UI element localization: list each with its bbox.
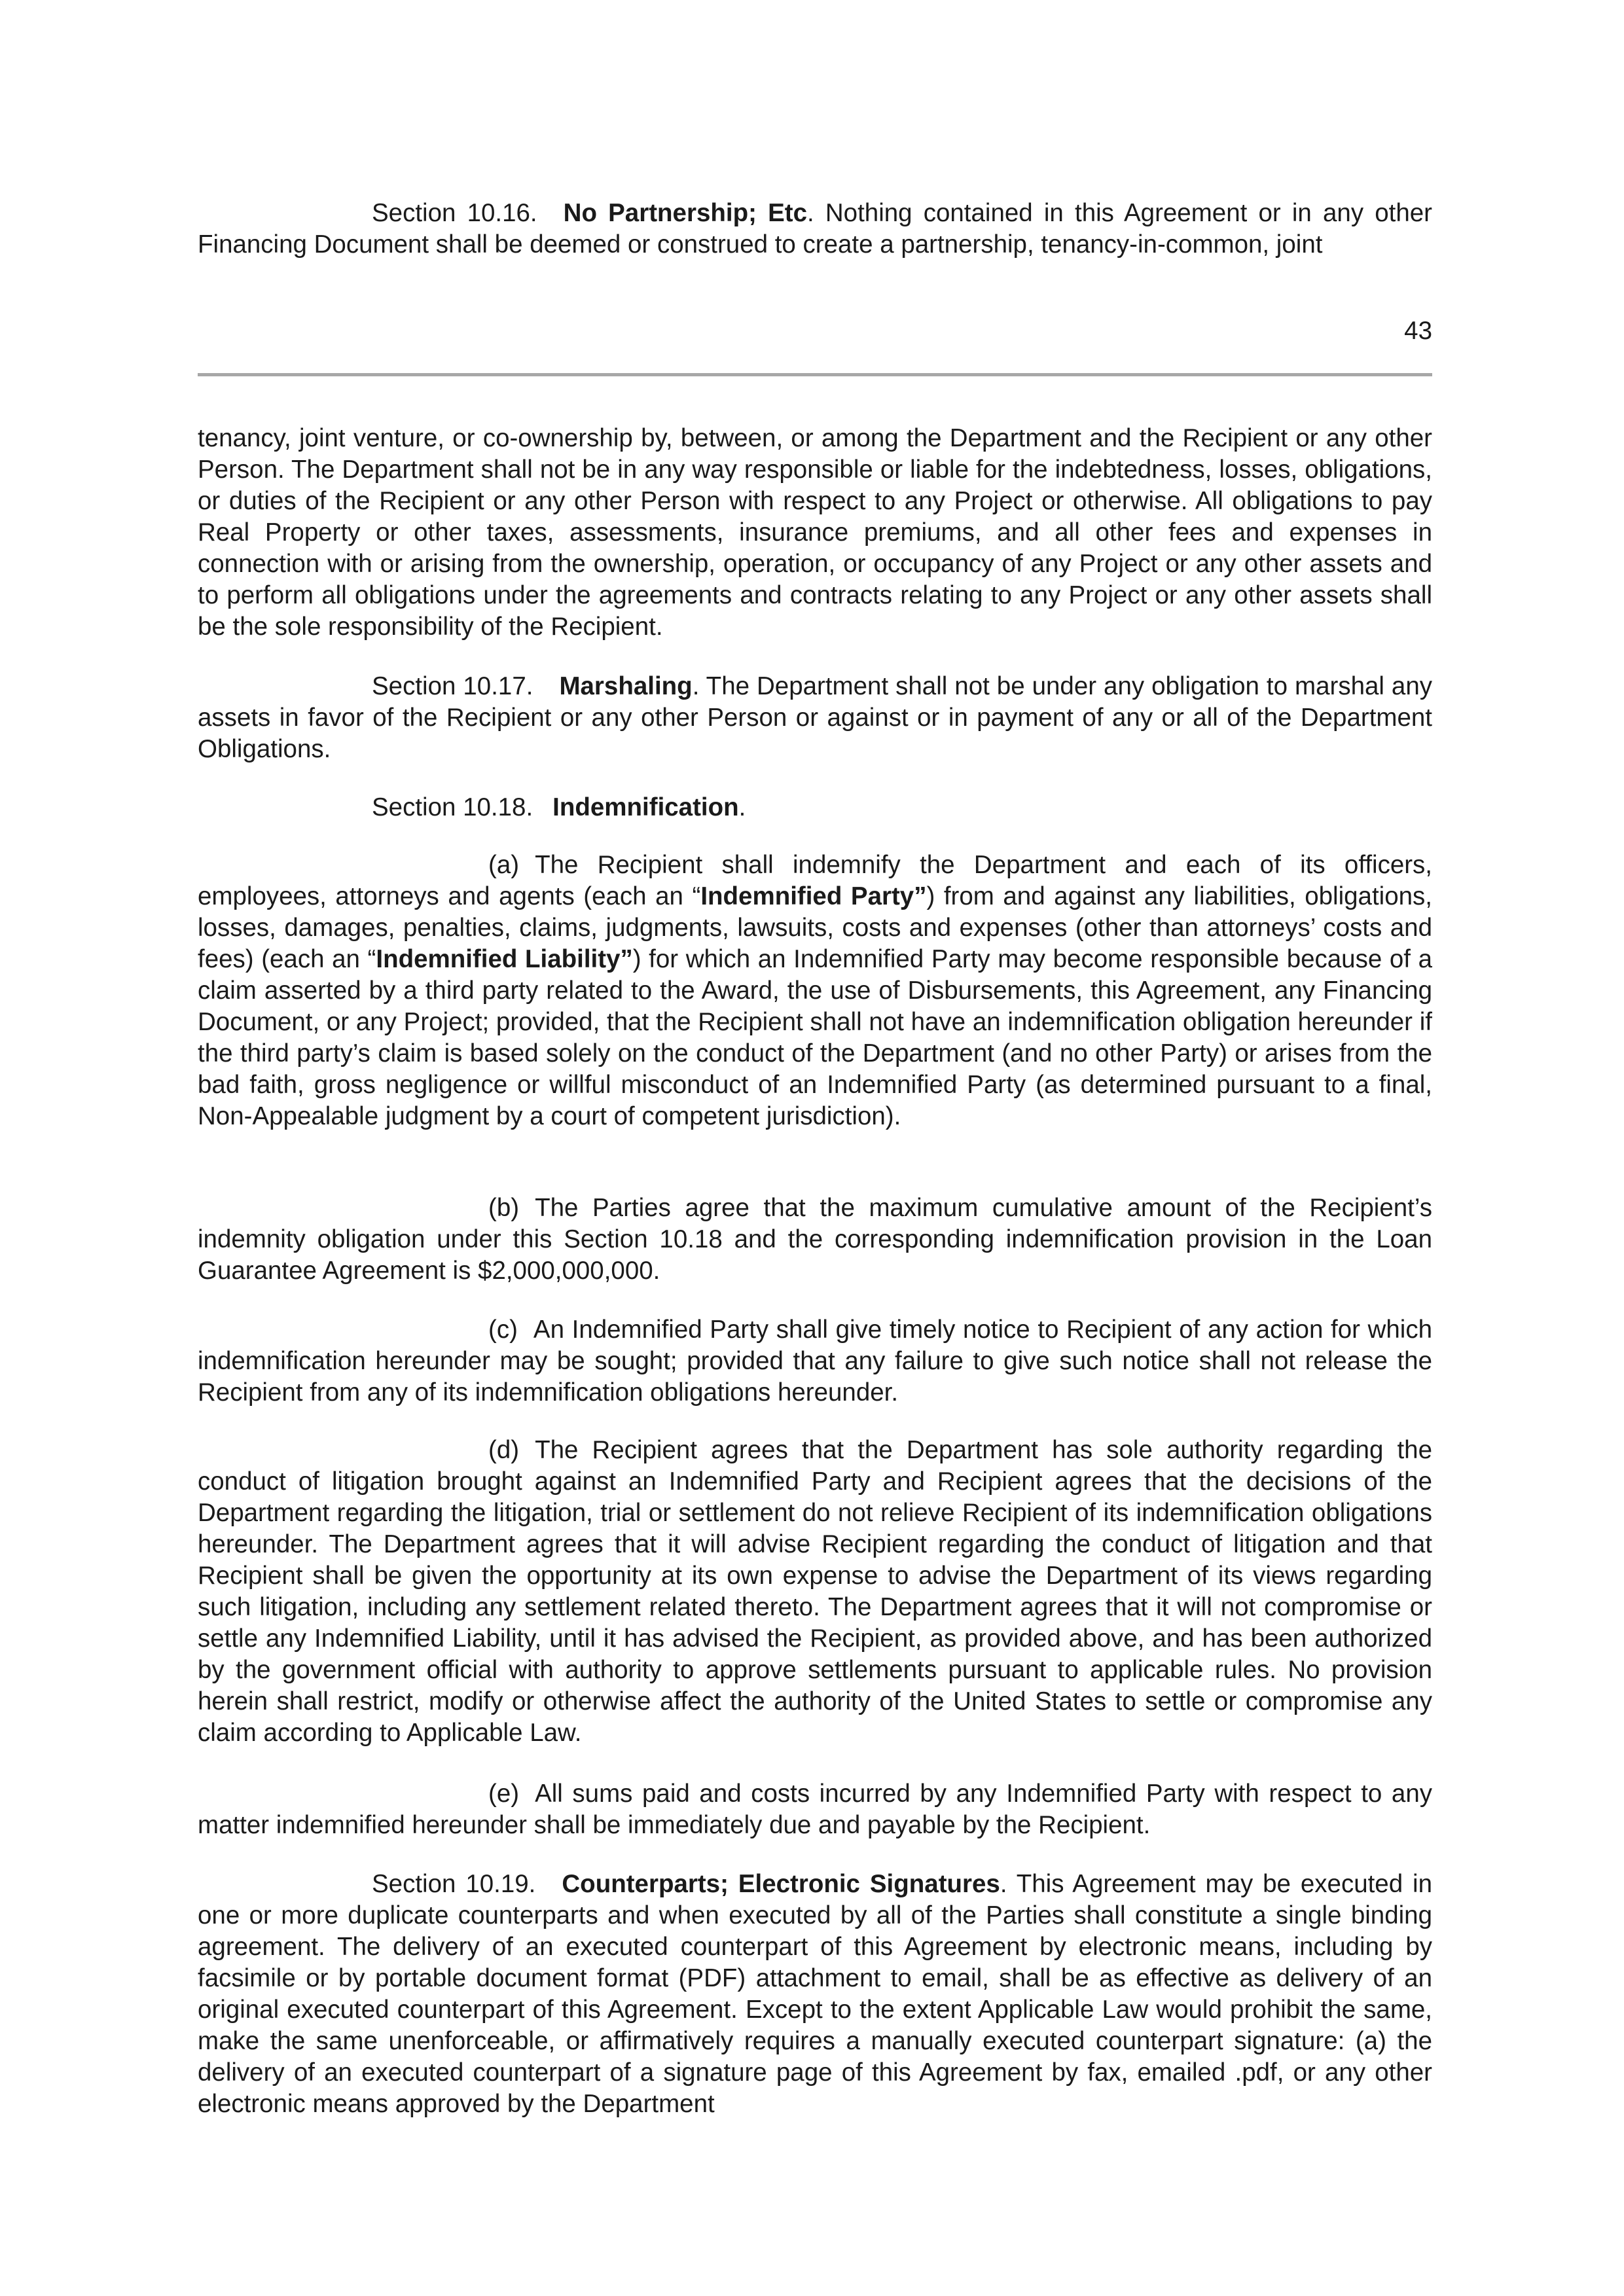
section-10-19 (198, 1869, 1432, 2120)
section-10-16-number: Section 10.16. (372, 199, 537, 227)
section-10-18-c (198, 1314, 1432, 1408)
section-10-18-title-end: . (738, 793, 746, 821)
clause-d-text: The Recipient agrees that the Department has sole authority regarding the conduct of litigation brought against an Indemnified Party and Recipient agrees that the decisions of the Department regarding the litigation, trial or settlement do not relieve Recipient of its indemnification obligations hereunder. The Department agrees that it will advise Recipient regarding the conduct of litigation and that Recipient shall be given the opportunity at its own expense to advise the Department of its views regarding such litigation, including any settlement related thereto. The Department agrees that it will not compromise or settle any Indemnified Liability, until it has advised the Recipient, as provided above, and has been authorized by the government official with authority to approve settlements pursuant to applicable rules. No provision herein shall restrict, modify or otherwise affect the authority of the United States to settle or compromise any claim according to Applicable Law. (198, 1436, 1432, 1747)
page-break-rule (198, 373, 1432, 376)
clause-e-text: All sums paid and costs incurred by any Indemnified Party with respect to any matter indemnified hereunder shall be immediately due and payable by the Recipient. (198, 1780, 1432, 1839)
section-10-19-number: Section 10.19. (372, 1870, 536, 1898)
section-10-18-a (198, 850, 1432, 1132)
clause-a-term-indemnified-party: Indemnified Party” (700, 882, 927, 910)
continuation-paragraph: tenancy, joint venture, or co-ownership by, between, or among the Department and the Recipient or any other Person. The Department shall not be in any way responsible or liable for the indebtedness, losses, obligations, or duties of the Recipient or any other Person with respect to any Project or otherwise. All obligations to pay Real Property or other taxes, assessments, insurance premiums, and all other fees and expenses in connection with or arising from the ownership, operation, or occupancy of any Project or any other assets and to perform all obligations under the agreements and contracts relating to any Project or any other assets shall be the sole responsibility of the Recipient. (198, 424, 1432, 641)
section-10-17 (198, 671, 1432, 765)
clause-a-text-3: ) for which an Indemnified Party may become responsible because of a claim asserted by a third party related to the Award, the use of Disbursements, this Agreement, any Financing Document, or any Project; provided, that the Recipient shall not have an indemnification obligation hereunder if the third party’s claim is based solely on the conduct of the Department (and no other Party) or arises from the bad faith, gross negligence or willful misconduct of an Indemnified Party (as determined pursuant to a final, Non-Appealable judgment by a court of competent jurisdiction). (198, 945, 1432, 1130)
section-10-17-number: Section 10.17. (372, 672, 533, 700)
clause-a-text-2: ) from and against any liabilities, obligations, losses, damages, penalties, claims, judgments, lawsuits, costs and expenses (other than attorneys’ costs and fees) (each an “ (198, 882, 1432, 973)
section-10-18-title: Indemnification (552, 793, 739, 821)
section-10-19-title: Counterparts; Electronic Signatures (562, 1870, 1000, 1898)
section-10-16-title: No Partnership; Etc (563, 199, 807, 227)
clause-a-label: (a) (488, 851, 520, 879)
clause-e-label: (e) (488, 1780, 520, 1808)
clause-c-label: (c) (488, 1316, 518, 1344)
clause-a-term-indemnified-liability: Indemnified Liability” (376, 945, 633, 973)
clause-d-label: (d) (488, 1436, 520, 1464)
section-10-18-b (198, 1193, 1432, 1287)
page-number: 43 (1404, 317, 1432, 345)
clause-b-label: (b) (488, 1194, 520, 1222)
clause-b-text: The Parties agree that the maximum cumulative amount of the Recipient’s indemnity obligation under this Section 10.18 and the corresponding indemnification provision in the Loan Guarantee Agreement is $2,000,000,000. (198, 1194, 1432, 1285)
section-10-18-number: Section 10.18. (372, 793, 533, 821)
section-10-19-text: . This Agreement may be executed in one or more duplicate counterparts and when executed by all of the Parties shall constitute a single binding agreement. The delivery of an executed counterpart of this Agreement by electronic means, including by facsimile or by portable document format (PDF) attachment to email, shall be as effective as delivery of an original executed counterpart of this Agreement. Except to the extent Applicable Law would prohibit the same, make the same unenforceable, or affirmatively requires a manually executed counterpart signature: (a) the delivery of an executed counterpart of a signature page of this Agreement by fax, emailed .pdf, or any other electronic means approved by the Department (198, 1870, 1432, 2118)
clause-c-text: An Indemnified Party shall give timely notice to Recipient of any action for which indemnification hereunder may be sought; provided that any failure to give such notice shall not release the Recipient from any of its indemnification obligations hereunder. (198, 1316, 1432, 1407)
section-10-16 (198, 198, 1432, 260)
section-10-18-e (198, 1778, 1432, 1841)
section-10-17-text: . The Department shall not be under any obligation to marshal any assets in favor of the Recipient or any other Person or against or in payment of any or all of the Department Obligations. (198, 672, 1432, 763)
section-10-18-heading (198, 792, 1432, 823)
section-10-16-text: . Nothing contained in this Agreement or in any other Financing Document shall be deemed or construed to create a partnership, tenancy-in-common, joint (198, 199, 1433, 259)
section-10-18-d (198, 1435, 1432, 1749)
section-10-17-title: Marshaling (559, 672, 693, 700)
clause-a-text-1: The Recipient shall indemnify the Department and each of its officers, employees, attorneys and agents (each an “ (198, 851, 1432, 910)
